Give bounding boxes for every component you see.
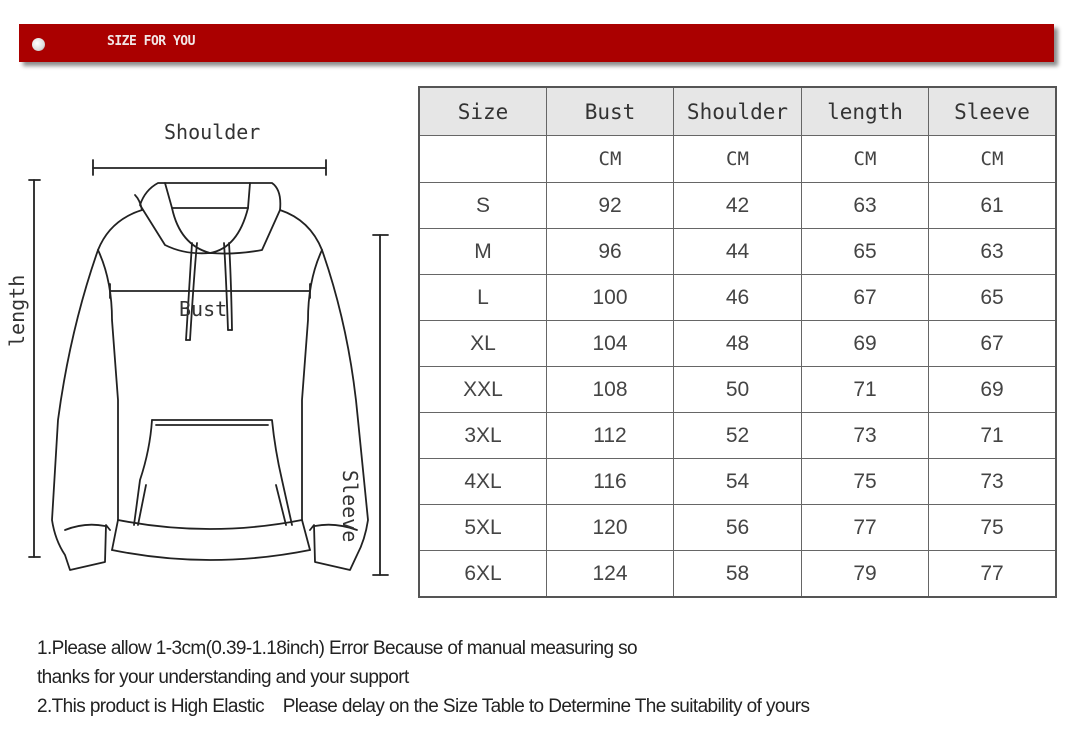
sleeve-cell: 65 <box>929 275 1057 321</box>
sleeve-cell: 63 <box>929 229 1057 275</box>
units-row <box>419 136 1056 183</box>
bust-cell: 92 <box>547 183 674 229</box>
bullet-dot-icon <box>32 38 45 51</box>
table-row <box>419 505 1056 551</box>
note-line: thanks for your understanding and your support <box>37 667 409 688</box>
unit-cell: CM <box>547 136 674 183</box>
shoulder-cell: 46 <box>674 275 802 321</box>
length-cell: 65 <box>802 229 929 275</box>
table-row <box>419 275 1056 321</box>
size-cell: L <box>419 275 547 321</box>
table-row <box>419 321 1056 367</box>
sleeve-cell: 73 <box>929 459 1057 505</box>
header-sleeve: Sleeve <box>929 87 1057 136</box>
bust-label: Bust <box>179 297 228 321</box>
table-row <box>419 413 1056 459</box>
header-shoulder: Shoulder <box>674 87 802 136</box>
table-row <box>419 229 1056 275</box>
unit-cell <box>419 136 547 183</box>
hoodie-measurement-diagram <box>0 100 420 580</box>
length-label: length <box>5 274 29 347</box>
size-cell: 4XL <box>419 459 547 505</box>
size-cell: 5XL <box>419 505 547 551</box>
length-cell: 69 <box>802 321 929 367</box>
note-line: 1.Please allow 1-3cm(0.39-1.18inch) Error Because of manual measuring so <box>37 638 637 659</box>
shoulder-cell: 52 <box>674 413 802 459</box>
sleeve-label: Sleeve <box>338 470 362 543</box>
bust-cell: 100 <box>547 275 674 321</box>
shoulder-label: Shoulder <box>164 120 261 144</box>
sleeve-cell: 67 <box>929 321 1057 367</box>
table-row <box>419 367 1056 413</box>
table-row <box>419 183 1056 229</box>
sleeve-cell: 71 <box>929 413 1057 459</box>
unit-cell: CM <box>802 136 929 183</box>
header-banner <box>19 24 1054 62</box>
bust-cell: 108 <box>547 367 674 413</box>
bust-cell: 124 <box>547 551 674 598</box>
bust-cell: 112 <box>547 413 674 459</box>
size-notes <box>37 634 809 721</box>
bust-cell: 120 <box>547 505 674 551</box>
table-row <box>419 459 1056 505</box>
unit-cell: CM <box>929 136 1057 183</box>
length-cell: 79 <box>802 551 929 598</box>
size-cell: 3XL <box>419 413 547 459</box>
shoulder-cell: 48 <box>674 321 802 367</box>
unit-cell: CM <box>674 136 802 183</box>
length-cell: 63 <box>802 183 929 229</box>
shoulder-cell: 58 <box>674 551 802 598</box>
size-cell: M <box>419 229 547 275</box>
note-line: 2.This product is High Elastic Please delay on the Size Table to Determine The suitability of yours <box>37 696 810 717</box>
bust-cell: 104 <box>547 321 674 367</box>
shoulder-cell: 44 <box>674 229 802 275</box>
sleeve-cell: 75 <box>929 505 1057 551</box>
header-size: Size <box>419 87 547 136</box>
sleeve-cell: 77 <box>929 551 1057 598</box>
shoulder-cell: 50 <box>674 367 802 413</box>
table-header-row <box>419 87 1056 136</box>
length-cell: 71 <box>802 367 929 413</box>
shoulder-cell: 42 <box>674 183 802 229</box>
banner-title: SIZE FOR YOU <box>107 34 195 49</box>
table-row <box>419 551 1056 598</box>
size-cell: XXL <box>419 367 547 413</box>
size-cell: 6XL <box>419 551 547 598</box>
length-cell: 75 <box>802 459 929 505</box>
header-bust: Bust <box>547 87 674 136</box>
header-length: length <box>802 87 929 136</box>
sleeve-cell: 61 <box>929 183 1057 229</box>
bust-cell: 116 <box>547 459 674 505</box>
length-cell: 77 <box>802 505 929 551</box>
shoulder-cell: 54 <box>674 459 802 505</box>
length-cell: 67 <box>802 275 929 321</box>
size-chart-table <box>418 86 1057 598</box>
shoulder-cell: 56 <box>674 505 802 551</box>
length-cell: 73 <box>802 413 929 459</box>
size-cell: S <box>419 183 547 229</box>
size-cell: XL <box>419 321 547 367</box>
sleeve-cell: 69 <box>929 367 1057 413</box>
bust-cell: 96 <box>547 229 674 275</box>
